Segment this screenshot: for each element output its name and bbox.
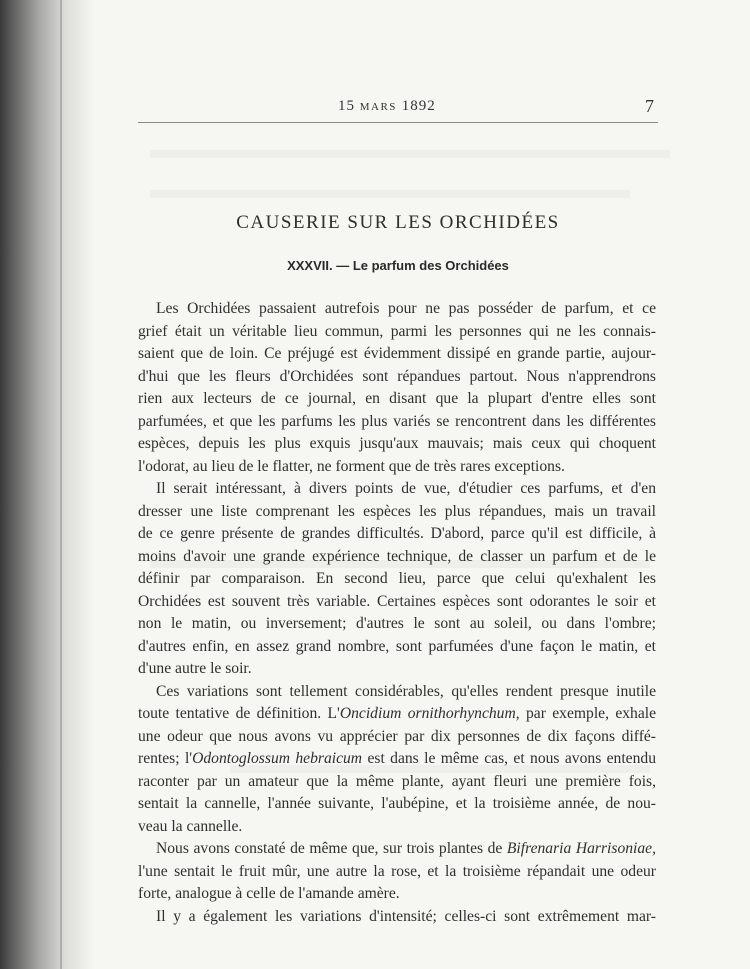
article-body xyxy=(138,298,656,928)
text-line: Les Orchidées passaient autrefois pour ne pas posséder de parfum, et ce xyxy=(156,300,656,317)
text-line: saient que de loin. Ce préjugé est évidemment dissipé en grande partie, aujour- xyxy=(138,345,656,362)
text-line: d'hui que les fleurs d'Orchidées sont répandues partout. Nous n'apprendrons xyxy=(138,367,656,385)
text-span: rentes; l' xyxy=(138,750,193,767)
text-line xyxy=(138,703,656,726)
header-rule xyxy=(138,122,658,123)
paragraph-5 xyxy=(138,906,656,929)
text-line: une odeur que nous avons vu apprécier par dix personnes de dix façons diffé- xyxy=(138,727,656,745)
running-header xyxy=(138,98,658,122)
species-name: Odontoglossum hebraicum xyxy=(192,750,363,767)
text-line xyxy=(138,748,656,771)
page-number: 7 xyxy=(645,96,654,116)
text-line: raconter par un amateur que la même plante, ayant fleuri une première fois, xyxy=(138,772,656,790)
text-line: rien aux lecteurs de ce journal, en disant que la plupart d'entre elles sont xyxy=(138,390,656,407)
text-line: Il y a également les variations d'intensité; celles-ci sont extrêmement mar- xyxy=(156,907,656,925)
species-name: Oncidium ornithorhynchum, xyxy=(339,705,520,722)
header-year: 1892 xyxy=(401,98,436,114)
show-through xyxy=(150,190,630,198)
text-line: non le matin, ou inversement; d'autres le sont au soleil, ou dans l'ombre; xyxy=(138,615,656,632)
article-subtitle: XXXVII. — Le parfum des Orchidées xyxy=(287,258,509,273)
text-line: veau la cannelle. xyxy=(138,817,243,835)
paragraph-4 xyxy=(138,838,656,906)
text-line: Ces variations sont tellement considérables, qu'elles rendent presque inutile xyxy=(156,682,656,700)
species-name: Bifrenaria Harrisoniae, xyxy=(506,840,656,857)
binding-gutter-shadow xyxy=(0,0,95,969)
text-span: Nous avons constaté de même que, sur trois plantes de xyxy=(156,840,507,857)
header-date xyxy=(338,98,436,115)
text-line: l'une sentait le fruit mûr, une autre la rose, et la troisième répandait une odeur xyxy=(138,862,656,880)
text-line: Orchidées est souvent très variable. Certaines espèces sont odorantes le soir et xyxy=(138,592,656,610)
text-span: par exemple, exhale xyxy=(519,705,657,722)
text-line: l'odorat, au lieu de le flatter, ne forment que de très rares exceptions. xyxy=(138,457,565,475)
text-line: d'autres enfin, en assez grand nombre, sont parfumées d'une façon le matin, et xyxy=(138,637,656,655)
text-span: toute tentative de définition. L' xyxy=(138,705,340,722)
paragraph-3 xyxy=(138,681,656,839)
text-line: définir par comparaison. En second lieu, parce que celui qu'exhalent les xyxy=(138,570,656,587)
paragraph-2 xyxy=(138,478,656,681)
text-line: moins d'avoir une grande expérience technique, de classer un parfum et de le xyxy=(138,547,656,565)
text-line: grief était un véritable lieu commun, parmi les personnes qui ne les connais- xyxy=(138,322,656,340)
text-line xyxy=(138,838,656,861)
show-through xyxy=(150,150,670,158)
text-line: d'une autre le soir. xyxy=(138,660,252,677)
text-line: Il serait intéressant, à divers points de vue, d'étudier ces parfums, et d'en xyxy=(156,480,656,497)
text-line: parfumées, et que les parfums les plus variés se rencontrent dans les différentes xyxy=(138,412,656,430)
binding-edge xyxy=(60,0,62,969)
text-line: forte, analogue à celle de l'amande amère. xyxy=(138,885,400,902)
text-span: est dans le même cas, et nous avons entendu xyxy=(362,750,656,767)
text-line: sentait la cannelle, l'année suivante, l'aubépine, et la troisième année, de nou- xyxy=(138,795,656,812)
text-line: de ce genre présente de grandes difficultés. D'abord, parce qu'il est difficile, à xyxy=(138,525,656,542)
article-title: CAUSERIE SUR LES ORCHIDÉES xyxy=(236,212,560,233)
text-line: dresser une liste comprenant les espèces les plus répandues, mais un travail xyxy=(138,502,656,520)
text-line: espèces, depuis les plus exquis jusqu'aux mauvais; mais ceux qui choquent xyxy=(138,435,656,452)
header-month: MARS xyxy=(359,101,397,113)
paragraph-1 xyxy=(138,298,656,478)
header-day: 15 xyxy=(338,98,355,114)
